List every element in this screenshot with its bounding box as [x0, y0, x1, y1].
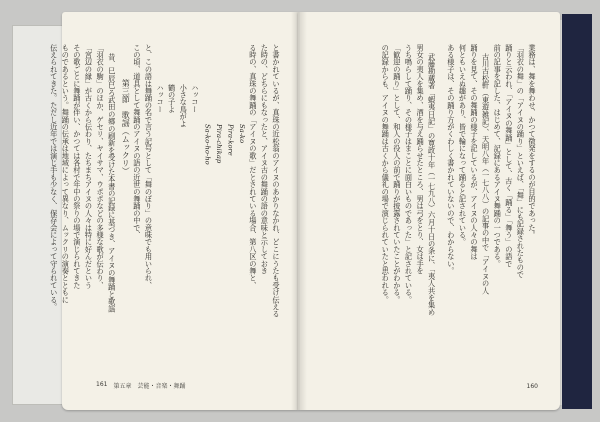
text-column: 「歓迎の踊り」として、和人の役人の前で踊りが披露されていたことがわかる。 [392, 44, 402, 304]
poem-line: Pira-chikap [215, 124, 224, 164]
page-number: 161 [96, 381, 108, 388]
text-column: と、この語は舞踊の名で言う記号として「舞のぼり」の意味でも用いられ、 [144, 44, 154, 289]
text-column: と書かれているが、真珠の近松翁のアイヌのあかりなかれ、どこにうたも受け伝える [272, 44, 281, 318]
text-column: る時の、真珠の舞踊の「アイヌの歌」だとされている場合、第八区の舞と、 [248, 44, 258, 289]
right-text-columns [381, 44, 536, 334]
text-column: 「羽衣の舞」の「アイヌの踊り」といえば、「舞」にも記録されたもので [516, 44, 526, 278]
text-column: うち鳴らして踊り、その様子はまことに面白いものであった」と記されている。 [404, 44, 414, 304]
chapter-label: 第五章 [113, 383, 132, 390]
text-column: 踊りと云われ、「アイヌの舞踊」として、古く「踊る」「舞う」の語で [504, 44, 514, 268]
poem-translation: 小さな鳥がよ [179, 84, 189, 128]
text-column: 古川古松軒（東遊雑記）、天明八年（一七八八）の記事の中で「アイヌの人 [481, 53, 491, 295]
section-heading: 第三節 歌謡（ムックリ） [121, 79, 131, 175]
text-column: 武藤勘蔵著「蝦夷日記」の寛政十年（一七九八）六月十日の条に、「夷人共を集め [427, 53, 437, 316]
text-column: 踊りを見て、その舞踊の様子を記しているが、アイヌの人々の舞は [470, 44, 480, 260]
poem-line: Sa-ko-ho-ho [203, 124, 212, 165]
paragraph-gap [439, 44, 443, 334]
page-number: 160 [526, 383, 538, 390]
text-column: 伝えられてきた。ただし近年では演じ手も少なく、保存会によって守られている。 [49, 44, 59, 311]
poem-line: Sa-ko [238, 124, 247, 144]
text-column: た時の、どちらにもなったと、アイヌ古の舞踊の語の意味と示しておき [260, 44, 270, 275]
text-column: 何ともいえぬ趣があり、皆で輪になって踊ると記されている。 [458, 44, 468, 246]
text-column: ものであるという。舞踊の伝承は地域によって異なり、ムックリの演奏とともに [61, 44, 71, 304]
text-column: 「羽衣の駒」のほか、ゲセリ、ヤイサマ、ウポポなどの多様な歌が伝わり、 [96, 44, 106, 289]
text-column: の記録からも、アイヌの舞踊は古くから儀礼の場で演じられていたと思われる。 [381, 44, 391, 304]
text-column: 男女の夷人を集め、酒を与え踊らせたところ、男は弓をとり、女は手を [416, 44, 426, 275]
right-page [298, 12, 560, 410]
left-page-footer [96, 381, 185, 390]
left-page [49, 12, 298, 410]
poem-translation: ハッコー [156, 84, 166, 113]
text-column: この頃、道具として舞踊のアイヌの語の近世の舞踊の中で、 [132, 44, 142, 239]
text-column: 「宮辺の縁」が古くから伝わり、たちまちアイヌの人々は特に好んだという [84, 44, 94, 289]
poem-translation: ハッコー [190, 84, 200, 113]
poem-line: Pira-kore [226, 124, 235, 156]
text-column: 業務は、舞を舞わせ、かつて徴発をするのが目的であった。 [528, 44, 537, 239]
right-page-footer [527, 383, 538, 390]
book-cover-right [562, 14, 592, 409]
text-column: その歌ごとに舞踊が伴い、かつては各村で年中の祭りの場で演じられてきた [72, 44, 82, 289]
text-column: 前の記事を記した、はじめて、記録にあるアイヌ舞踊の一つである。 [493, 44, 503, 268]
poem-translation: 鶴の子よ [167, 84, 177, 113]
left-text-columns [50, 44, 280, 334]
section-label: 芸能・音楽・舞踊 [137, 383, 186, 390]
text-column: ある様子は、その踊り方がくわしく書かれていないので、わからない。 [446, 44, 456, 275]
text-column: 昔、巳辰巳ろ武田の郷の刷新を受けた本書の記録に基づき、アイヌの舞踊と歌謡 [107, 53, 117, 313]
